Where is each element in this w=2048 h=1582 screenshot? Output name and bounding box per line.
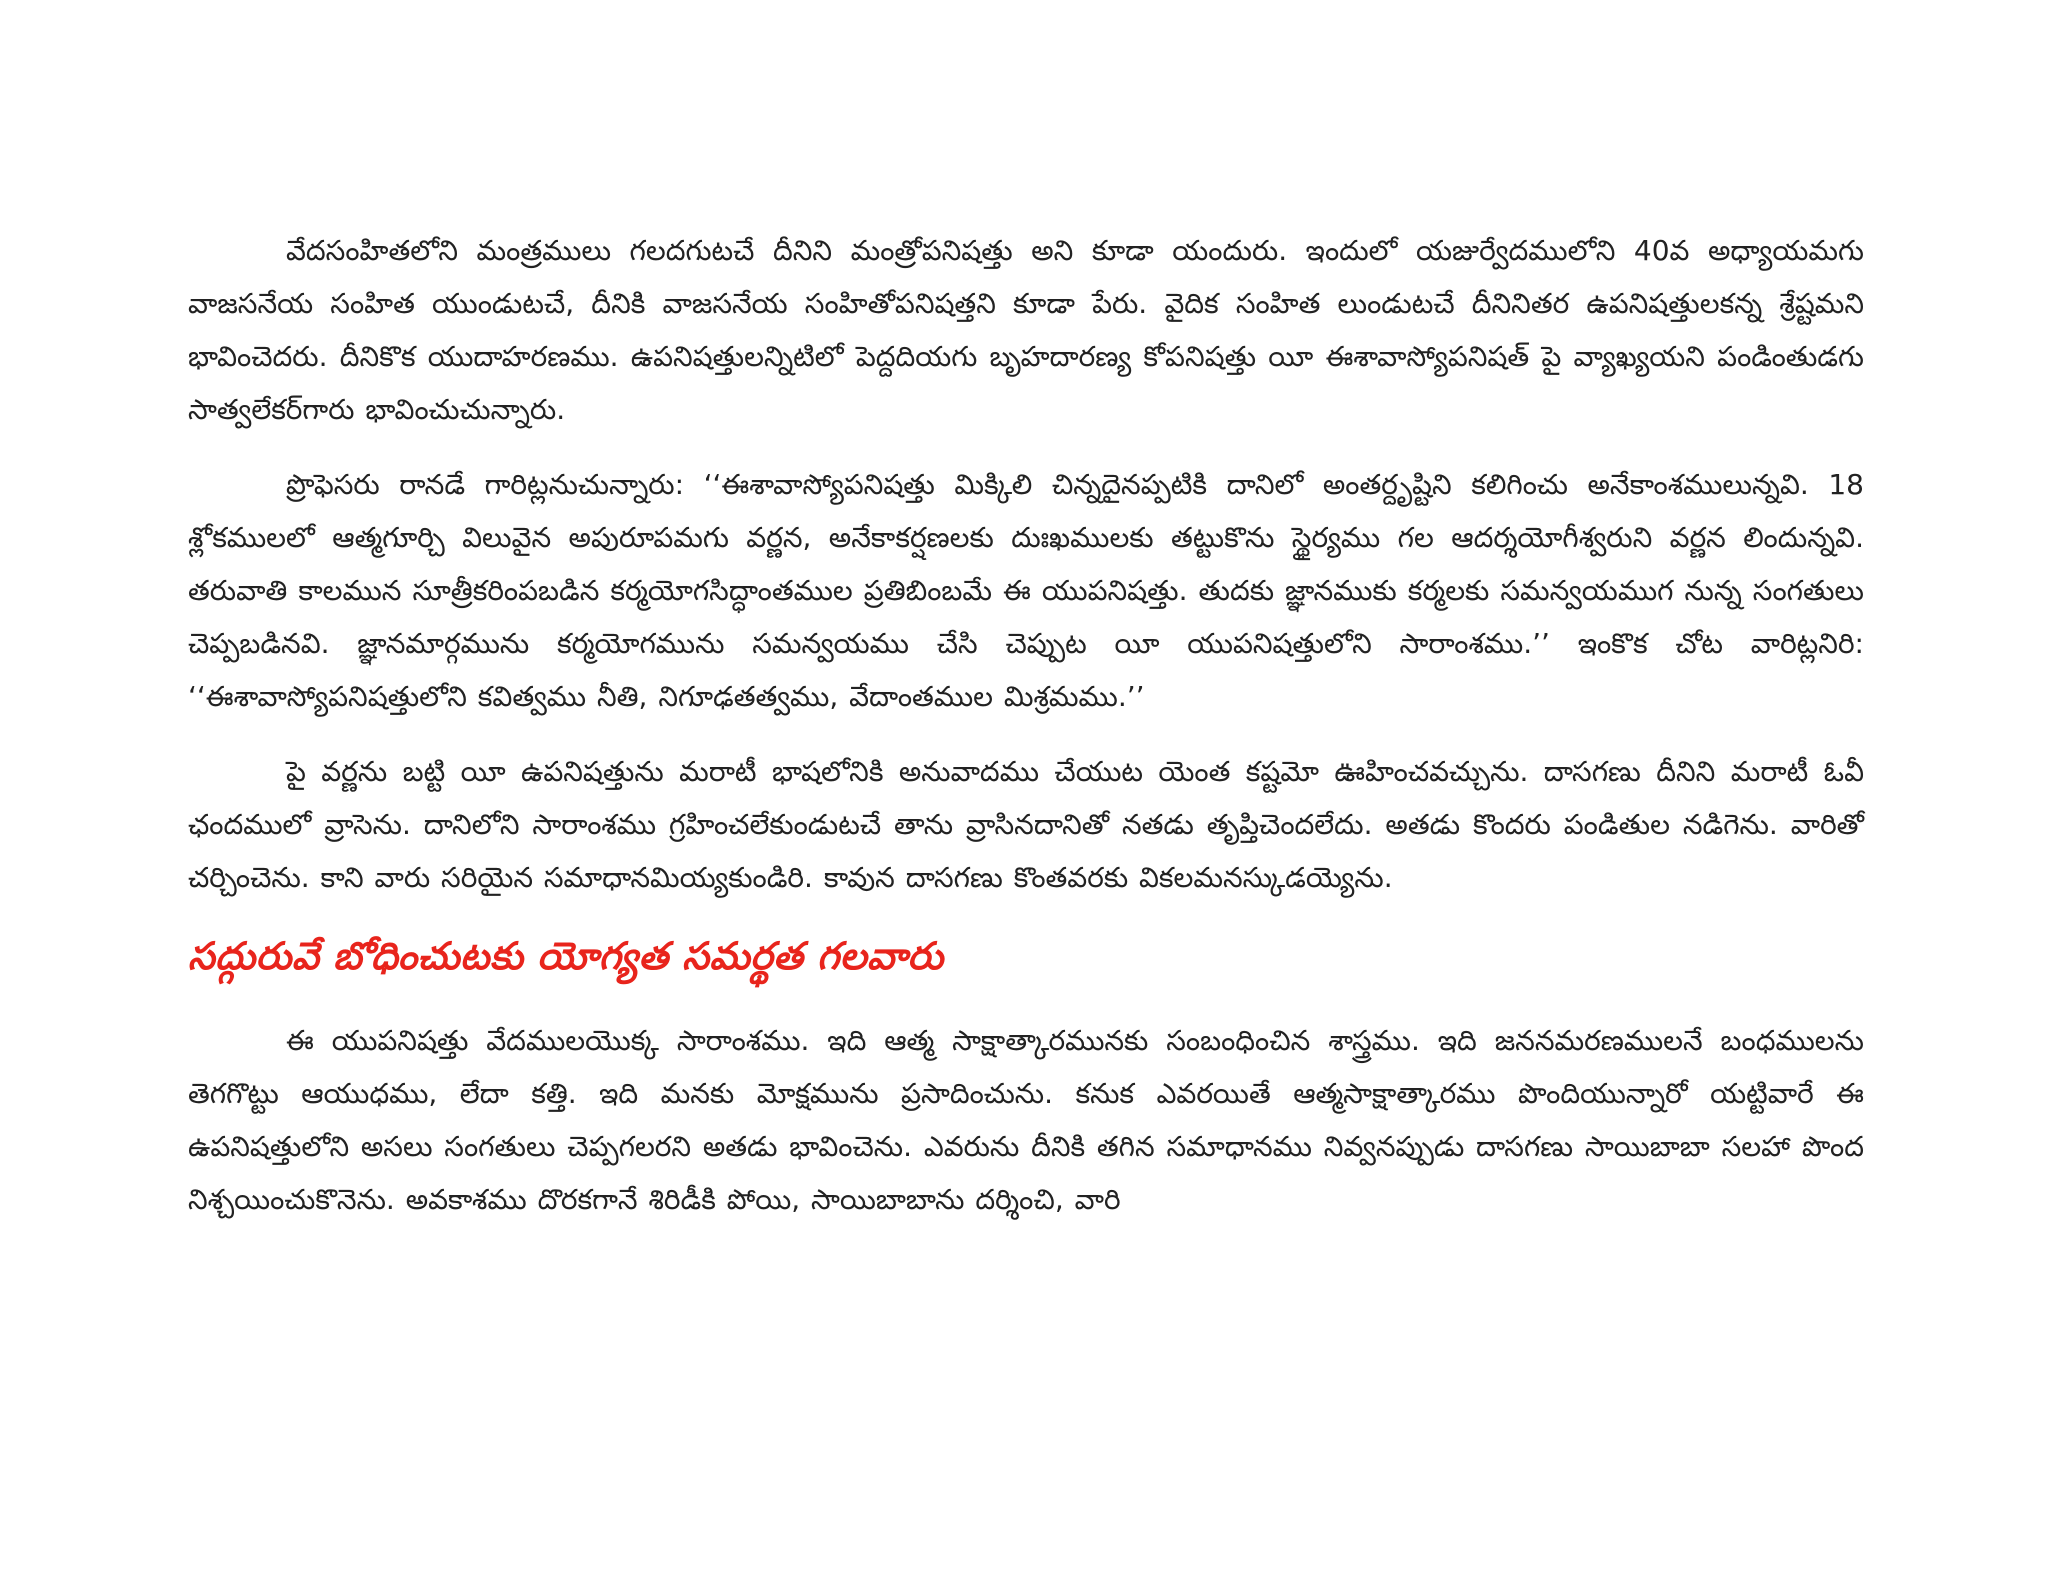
paragraph-1: వేదసంహితలోని మంత్రములు గలదగుటచే దీనిని మంత్రోపనిషత్తు అని కూడా యందురు. ఇందులో యజుర్వేదములోని 40వ అధ్యాయమగు వాజసనేయ సంహిత యుండుటచే, దీనికి వాజసనేయ సంహితోపనిషత్తని కూడా పేరు. వైదిక సంహిత లుండుటచే దీనినితర ఉపనిషత్తులకన్న శ్రేష్టమని భావించెదరు. దీనికొక యుదాహరణము. ఉపనిషత్తులన్నిటిలో పెద్దదియగు బృహదారణ్య కోపనిషత్తు యీ ఈశావాస్యోపనిషత్ పై వ్యాఖ్యయని పండింతుడగు సాత్వలేకర్‌గారు భావించుచున్నారు. — [188, 234, 1864, 426]
section-heading: సద్గురువే బోధించుటకు యోగ్యత సమర్థత గలవారు — [188, 933, 944, 978]
paragraph-4: ఈ యుపనిషత్తు వేదములయొక్క సారాంశము. ఇది ఆత్మ సాక్షాత్కారమునకు సంబంధించిన శాస్త్రము. ఇది జననమరణములనే బంధములను తెగగొట్టు ఆయుధము, లేదా కత్తి. ఇది మనకు మోక్షమును ప్రసాదించును. కనుక ఎవరయితే ఆత్మసాక్షాత్కారము పొందియున్నారో యట్టివారే ఈ ఉపనిషత్తులోని అసలు సంగతులు చెప్పగలరని అతడు భావించెను. ఎవరును దీనికి తగిన సమాధానము నివ్వనప్పుడు దాసగణు సాయిబాబా సలహా పొంద నిశ్చయించుకొనెను. అవకాశము దొరకగానే శిరిడీకి పోయి, సాయిబాబాను దర్శించి, వారి — [188, 1024, 1864, 1216]
document-body — [188, 224, 1864, 1226]
paragraph-3: పై వర్ణను బట్టి యీ ఉపనిషత్తును మరాటీ భాషలోనికి అనువాదము చేయుట యెంత కష్టమో ఊహించవచ్చును. దాసగణు దీనిని మరాటీ ఓవీ ఛందములో వ్రాసెను. దానిలోని సారాంశము గ్రహించలేకుండుటచే తాను వ్రాసినదానితో నతడు తృప్తిచెందలేదు. అతడు కొందరు పండితుల నడిగెను. వారితో చర్చించెను. కాని వారు సరియైన సమాధానమియ్యకుండిరి. కావున దాసగణు కొంతవరకు వికలమనస్కుడయ్యెను. — [188, 755, 1864, 894]
paragraph-2: ప్రొఫెసరు రానడే గారిట్లనుచున్నారు: ‘‘ఈశావాస్యోపనిషత్తు మిక్కిలి చిన్నదైనప్పటికి దానిలో అంతర్దృష్టిని కలిగించు అనేకాంశములున్నవి. 18 శ్లోకములలో ఆత్మగూర్చి విలువైన అపురూపమగు వర్ణన, అనేకాకర్షణలకు దుఃఖములకు తట్టుకొను స్థైర్యము గల ఆదర్శయోగీశ్వరుని వర్ణన లిందున్నవి. తరువాతి కాలమున సూత్రీకరింపబడిన కర్మయోగసిద్ధాంతముల ప్రతిబింబమే ఈ యుపనిషత్తు. తుదకు జ్ఞానముకు కర్మలకు సమన్వయముగ నున్న సంగతులు చెప్పబడినవి. జ్ఞానమార్గమును కర్మయోగమును సమన్వయము చేసి చెప్పుట యీ యుపనిషత్తులోని సారాంశము.’’ ఇంకొక చోట వారిట్లనిరి: ‘‘ఈశావాస్యోపనిషత్తులోని కవిత్వము నీతి, నిగూఢతత్వము, వేదాంతముల మిశ్రమము.’’ — [188, 468, 1864, 713]
